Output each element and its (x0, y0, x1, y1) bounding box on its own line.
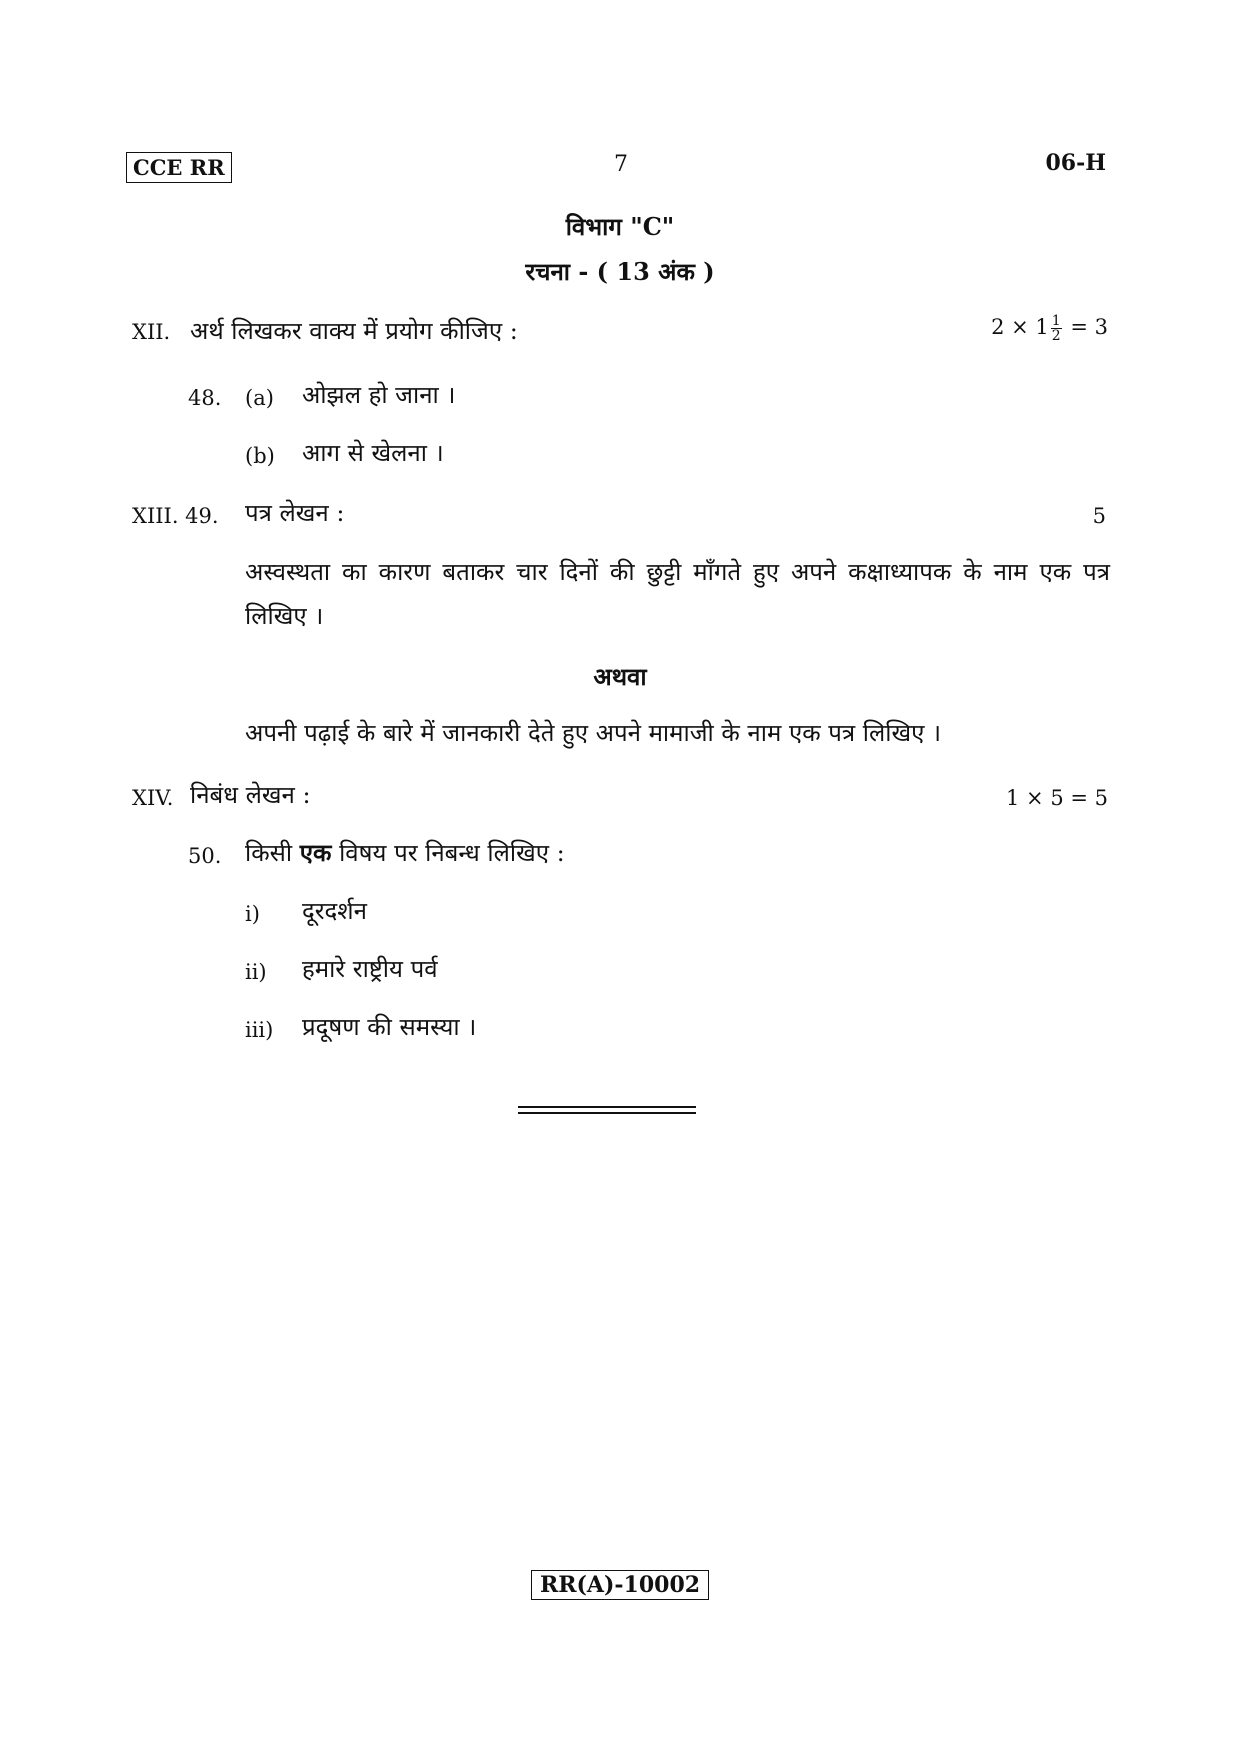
q48a-label: (a) (245, 386, 274, 410)
header-code-box: CCE RR (126, 152, 232, 183)
q12-text: अर्थ लिखकर वाक्य में प्रयोग कीजिए : (190, 317, 518, 345)
q50-instruction-post: विषय पर निबन्ध लिखिए : (339, 839, 565, 867)
q14-number: XIV. (132, 786, 174, 810)
q12-marks-prefix: 2 × 1 (991, 315, 1049, 339)
q50-instruction-bold: एक (299, 838, 332, 867)
topic-3-label: iii) (245, 1018, 274, 1042)
q50-instruction (245, 838, 565, 868)
topic-1-text: दूरदर्शन (302, 897, 367, 925)
q12-number: XII. (132, 320, 171, 344)
q14-text: निबंध लेखन : (190, 781, 311, 809)
section-subtitle: रचना - ( 13 अंक ) (525, 257, 715, 286)
q13-alt-prompt: अपनी पढ़ाई के बारे में जानकारी देते हुए अपने मामाजी के नाम एक पत्र लिखिए । (245, 719, 942, 747)
q13-marks: 5 (1092, 504, 1106, 528)
q50-instruction-pre: किसी (245, 839, 293, 867)
q12-marks (991, 314, 1108, 343)
q12-marks-suffix: = 3 (1070, 315, 1108, 339)
footer (0, 1570, 1240, 1600)
topic-3-text: प्रदूषण की समस्या । (302, 1013, 477, 1041)
q13-number: XIII. 49. (132, 504, 219, 528)
end-rule-top (518, 1106, 696, 1108)
q13-text: पत्र लेखन : (245, 499, 345, 527)
footer-code: RR(A)-10002 (531, 1570, 709, 1600)
q12-frac-den: 2 (1051, 328, 1061, 344)
q48a-text: ओझल हो जाना । (302, 381, 456, 409)
end-rule-bottom (518, 1112, 696, 1114)
q13-prompt: अस्वस्थता का कारण बताकर चार दिनों की छुट्टी माँगते हुए अपने कक्षाध्यापक के नाम एक पत्र लिखिए । (245, 558, 1110, 630)
q48b-label: (b) (245, 444, 275, 468)
q12-frac-num: 1 (1051, 313, 1061, 329)
q48b-text: आग से खेलना । (302, 439, 444, 467)
topic-1-label: i) (245, 902, 260, 926)
paper-code: 06-H (1045, 150, 1106, 176)
q48-number: 48. (188, 386, 222, 410)
q50-number: 50. (188, 844, 222, 868)
section-title: विभाग "C" (565, 212, 675, 241)
q14-marks: 1 × 5 = 5 (1006, 786, 1108, 810)
q12-marks-fraction (1051, 314, 1062, 343)
or-label: अथवा (593, 662, 647, 691)
page-number: 7 (614, 152, 628, 177)
topic-2-text: हमारे राष्ट्रीय पर्व (302, 955, 438, 983)
topic-2-label: ii) (245, 960, 267, 984)
